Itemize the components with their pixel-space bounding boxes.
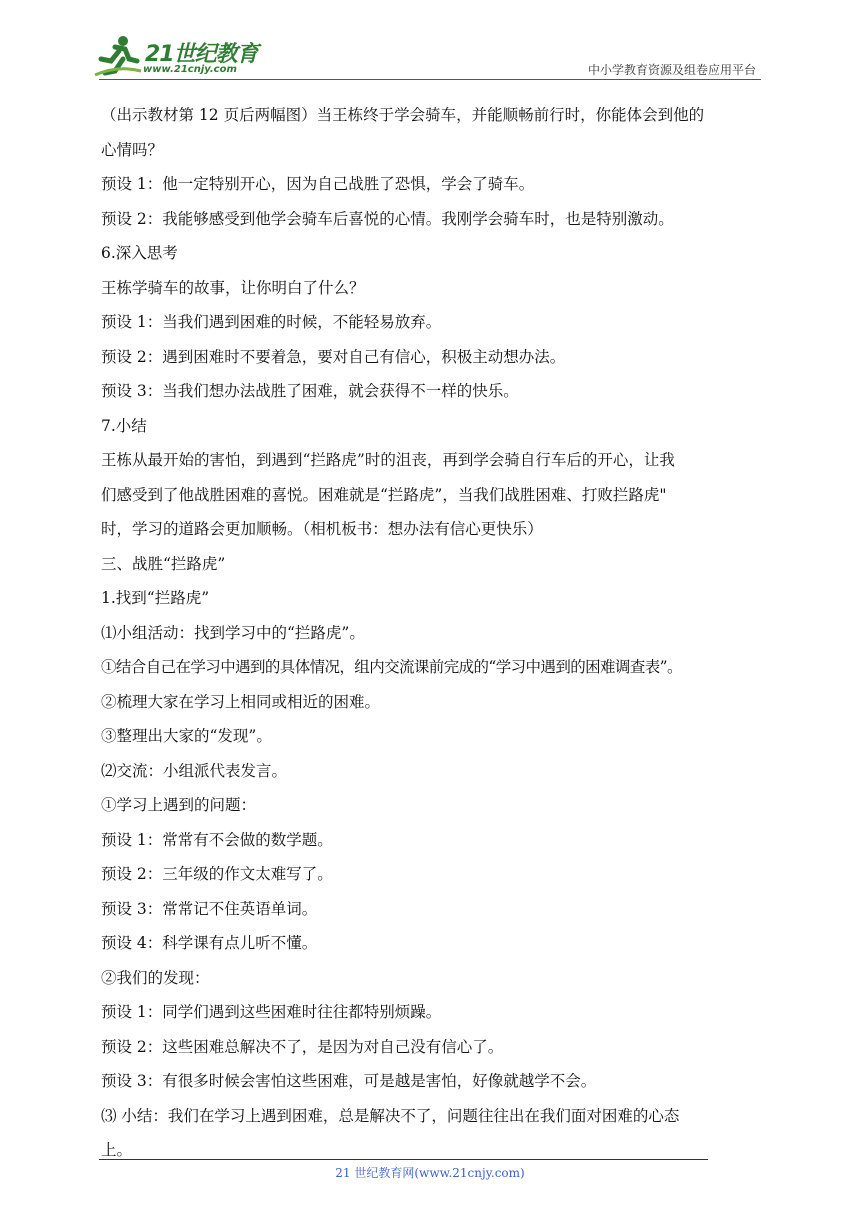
paragraph-line: 预设 2：三年级的作文太难写了。 <box>101 865 333 883</box>
logo-text: 21世纪教育 <box>145 42 258 67</box>
paragraph-line: （出示教材第 12 页后两幅图）当王栋终于学会骑车，并能顺畅前行时，你能体会到他的 <box>101 106 705 124</box>
paragraph-line: ⑶ 小结：我们在学习上遇到困难，总是解决不了，问题往往出在我们面对困难的心态 <box>101 1106 680 1125</box>
section-heading: 1.找到“拦路虎” <box>101 589 210 607</box>
document-body <box>101 101 761 1171</box>
header-divider <box>99 79 761 80</box>
paragraph-line: 们感受到了他战胜困难的喜悦。困难就是“拦路虎”，当我们战胜困难、打败拦路虎" <box>101 485 667 504</box>
section-heading: 7.小结 <box>101 416 147 435</box>
paragraph-line: ⑵交流：小组派代表发言。 <box>101 761 288 780</box>
paragraph-line: 心情吗？ <box>101 140 164 159</box>
paragraph-line: 预设 2：这些困难总解决不了，是因为对自己没有信心了。 <box>101 1037 504 1056</box>
paragraph-line: 预设 1：同学们遇到这些困难时往往都特别烦躁。 <box>101 1003 442 1021</box>
paragraph-line: ③整理出大家的“发现”。 <box>101 727 272 745</box>
paragraph-line: 预设 2：我能够感受到他学会骑车后喜悦的心情。我刚学会骑车时，也是特别激动。 <box>101 209 674 228</box>
platform-label: 中小学教育资源及组卷应用平台 <box>587 63 756 77</box>
site-logo[interactable] <box>93 35 263 79</box>
paragraph-line: ②梳理大家在学习上相同或相近的困难。 <box>101 692 381 711</box>
paragraph-line: 王栋从最开始的害怕，到遇到“拦路虎”时的沮丧，再到学会骑自行车后的开心，让我 <box>101 451 675 469</box>
page-header <box>0 0 860 80</box>
paragraph-line: ①学习上遇到的问题： <box>101 796 257 814</box>
paragraph-line: 王栋学骑车的故事，让你明白了什么？ <box>101 278 365 297</box>
footer-link[interactable]: 21 世纪教育网(www.21cnjy.com) <box>335 1166 525 1180</box>
paragraph-line: 预设 1：当我们遇到困难的时候，不能轻易放弃。 <box>101 313 442 331</box>
paragraph-line: ①结合自己在学习中遇到的具体情况，组内交流课前完成的“学习中遇到的困难调查表”。 <box>101 658 682 676</box>
paragraph-line: 预设 2：遇到困难时不要着急，要对自己有信心，积极主动想办法。 <box>101 347 566 366</box>
paragraph-line: 时，学习的道路会更加顺畅。（相机板书：想办法有信心更快乐） <box>101 520 543 538</box>
paragraph-line: 上。 <box>101 1141 133 1159</box>
paragraph-line: 预设 3：有很多时候会害怕这些困难，可是越是害怕，好像就越学不会。 <box>101 1072 597 1090</box>
paragraph-line: 预设 1：常常有不会做的数学题。 <box>101 830 333 849</box>
paragraph-line: ⑴小组活动：找到学习中的“拦路虎”。 <box>101 623 365 642</box>
runner-logo-icon <box>93 35 143 77</box>
footer-divider <box>99 1159 708 1160</box>
logo-url: www.21cnjy.com <box>143 64 237 75</box>
paragraph-line: 预设 3：常常记不住英语单词。 <box>101 899 318 918</box>
paragraph-line: 预设 4：科学课有点儿听不懂。 <box>101 934 318 952</box>
paragraph-line: ②我们的发现： <box>101 968 210 987</box>
section-heading: 三、战胜“拦路虎” <box>101 554 226 573</box>
paragraph-line: 预设 1：他一定特别开心，因为自己战胜了恐惧，学会了骑车。 <box>101 175 535 193</box>
paragraph-line: 预设 3：当我们想办法战胜了困难，就会获得不一样的快乐。 <box>101 382 519 400</box>
section-heading: 6.深入思考 <box>101 244 178 262</box>
